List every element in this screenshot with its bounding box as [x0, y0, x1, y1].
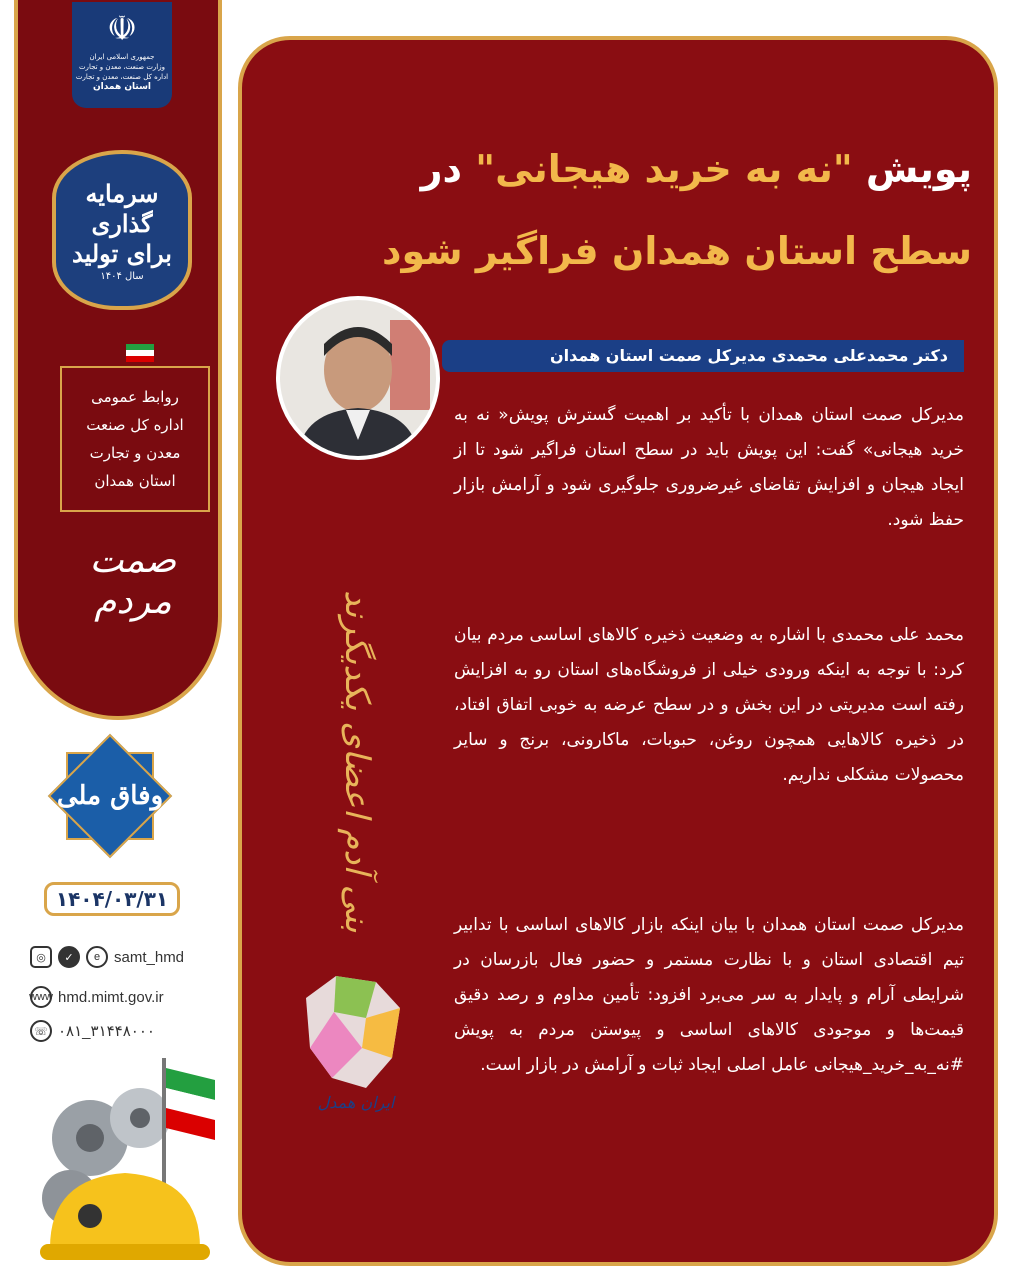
social-handle[interactable]: samt_hmd — [114, 948, 185, 966]
slogan-line-1: سرمایه گذاری — [85, 178, 159, 238]
pr-line-1: روابط عمومی — [91, 388, 179, 406]
speaker-portrait — [276, 296, 440, 460]
pr-line-2: اداره کل صنعت — [86, 416, 184, 434]
news-card — [238, 36, 998, 1266]
headline-line-2: سطح استان همدان فراگیر شود — [381, 229, 972, 273]
emblem-line-3: اداره کل صنعت، معدن و تجارت — [75, 73, 169, 81]
phone-icon: ☏ — [30, 1020, 52, 1042]
headline — [282, 128, 972, 292]
speaker-name-bar: دکتر محمدعلی محمدی مدیرکل صمت استان همدان — [442, 340, 964, 372]
website-contact-row — [30, 984, 164, 1010]
emblem-line-1: جمهوری اسلامی ایران — [89, 53, 155, 61]
headline-post: در — [420, 147, 463, 191]
paragraph-3: مدیرکل صمت استان همدان با بیان اینکه بازار کالاهای اساسی با تدابیر تیم اقتصادی استان و با نظارت مستمر و حضور فعال بازرسان در شرایطی آرام و پایدار به سر می‌برد افزود: تأمین مداوم و رصد دقیق قیمت‌ها و موجودی کالاهای اساسی و پیوستن مردم به پویش #نه_به_خرید_هیجانی عامل اصلی ایجاد ثبات و آرامش در بازار است. — [454, 915, 964, 1075]
date-label: ۱۴۰۴/۰۳/۳۱ — [44, 882, 180, 916]
social-contact-row — [30, 944, 184, 970]
pr-line-3: معدن و تجارت — [89, 444, 181, 462]
paragraph-2: محمد علی محمدی با اشاره به وضعیت ذخیره کالاهای اساسی مردم بیان کرد: با توجه به اینکه ورودی خیلی از فروشگاه‌های استان رو به افزایش رفته است مدیریتی در این بخش و در سطح عرضه به خوبی اتفاق افتاد، در ذخیره کالاهایی همچون روغن، حبوبات، ماکارونی، برنج و سایر محصولات مشکلی نداریم. — [454, 625, 964, 785]
pr-line-4: استان همدان — [94, 472, 176, 490]
emblem-line-2: وزارت صنعت، معدن و تجارت — [78, 63, 166, 71]
globe-icon: www — [30, 986, 52, 1008]
headline-quote: "نه به خرید هیجانی" — [475, 147, 853, 191]
emblem-line-4: استان همدان — [92, 82, 152, 92]
telegram-icon[interactable]: ✓ — [58, 946, 80, 968]
website-link[interactable]: hmd.mimt.gov.ir — [58, 988, 164, 1006]
paragraph-1: مدیرکل صمت استان همدان با تأکید بر اهمیت گسترش پویش« نه به خرید هیجانی» گفت: این پویش باید در سطح استان فراگیر شود تا از ایجاد هیجان و افزایش تقاضای غیرضروری جلوگیری شود و آرامش بازار حفظ شود. — [454, 405, 964, 530]
iran-emblem-icon: ☫ — [106, 9, 138, 49]
phone-contact-row — [30, 1018, 155, 1044]
sidebar — [14, 0, 222, 720]
ministry-emblem — [72, 2, 172, 108]
headline-pre: پویش — [865, 147, 972, 191]
year-slogan-badge — [52, 150, 192, 310]
national-unity-badge — [52, 738, 168, 854]
phone-number[interactable]: ۰۸۱_۳۱۴۴۸۰۰۰ — [58, 1023, 155, 1040]
iran-flag-icon — [126, 344, 154, 362]
iran-map-illustration — [296, 968, 406, 1118]
map-caption: ایران همدل — [317, 1093, 395, 1112]
industry-helmet-illustration — [30, 1058, 230, 1280]
instagram-icon[interactable]: ◎ — [30, 946, 52, 968]
headline-line-1 — [282, 128, 972, 210]
brand-title: صمت مردم — [89, 540, 177, 622]
eitaa-icon[interactable]: e — [86, 946, 108, 968]
badge-text: وفاق ملی — [56, 781, 164, 811]
slogan-year: سال ۱۴۰۴ — [100, 270, 144, 282]
slogan-line-2: برای تولید — [72, 238, 172, 268]
calligraphy-text: بنی آدم اعضای یکدیگرند — [337, 590, 377, 933]
public-relations-box — [60, 366, 210, 512]
